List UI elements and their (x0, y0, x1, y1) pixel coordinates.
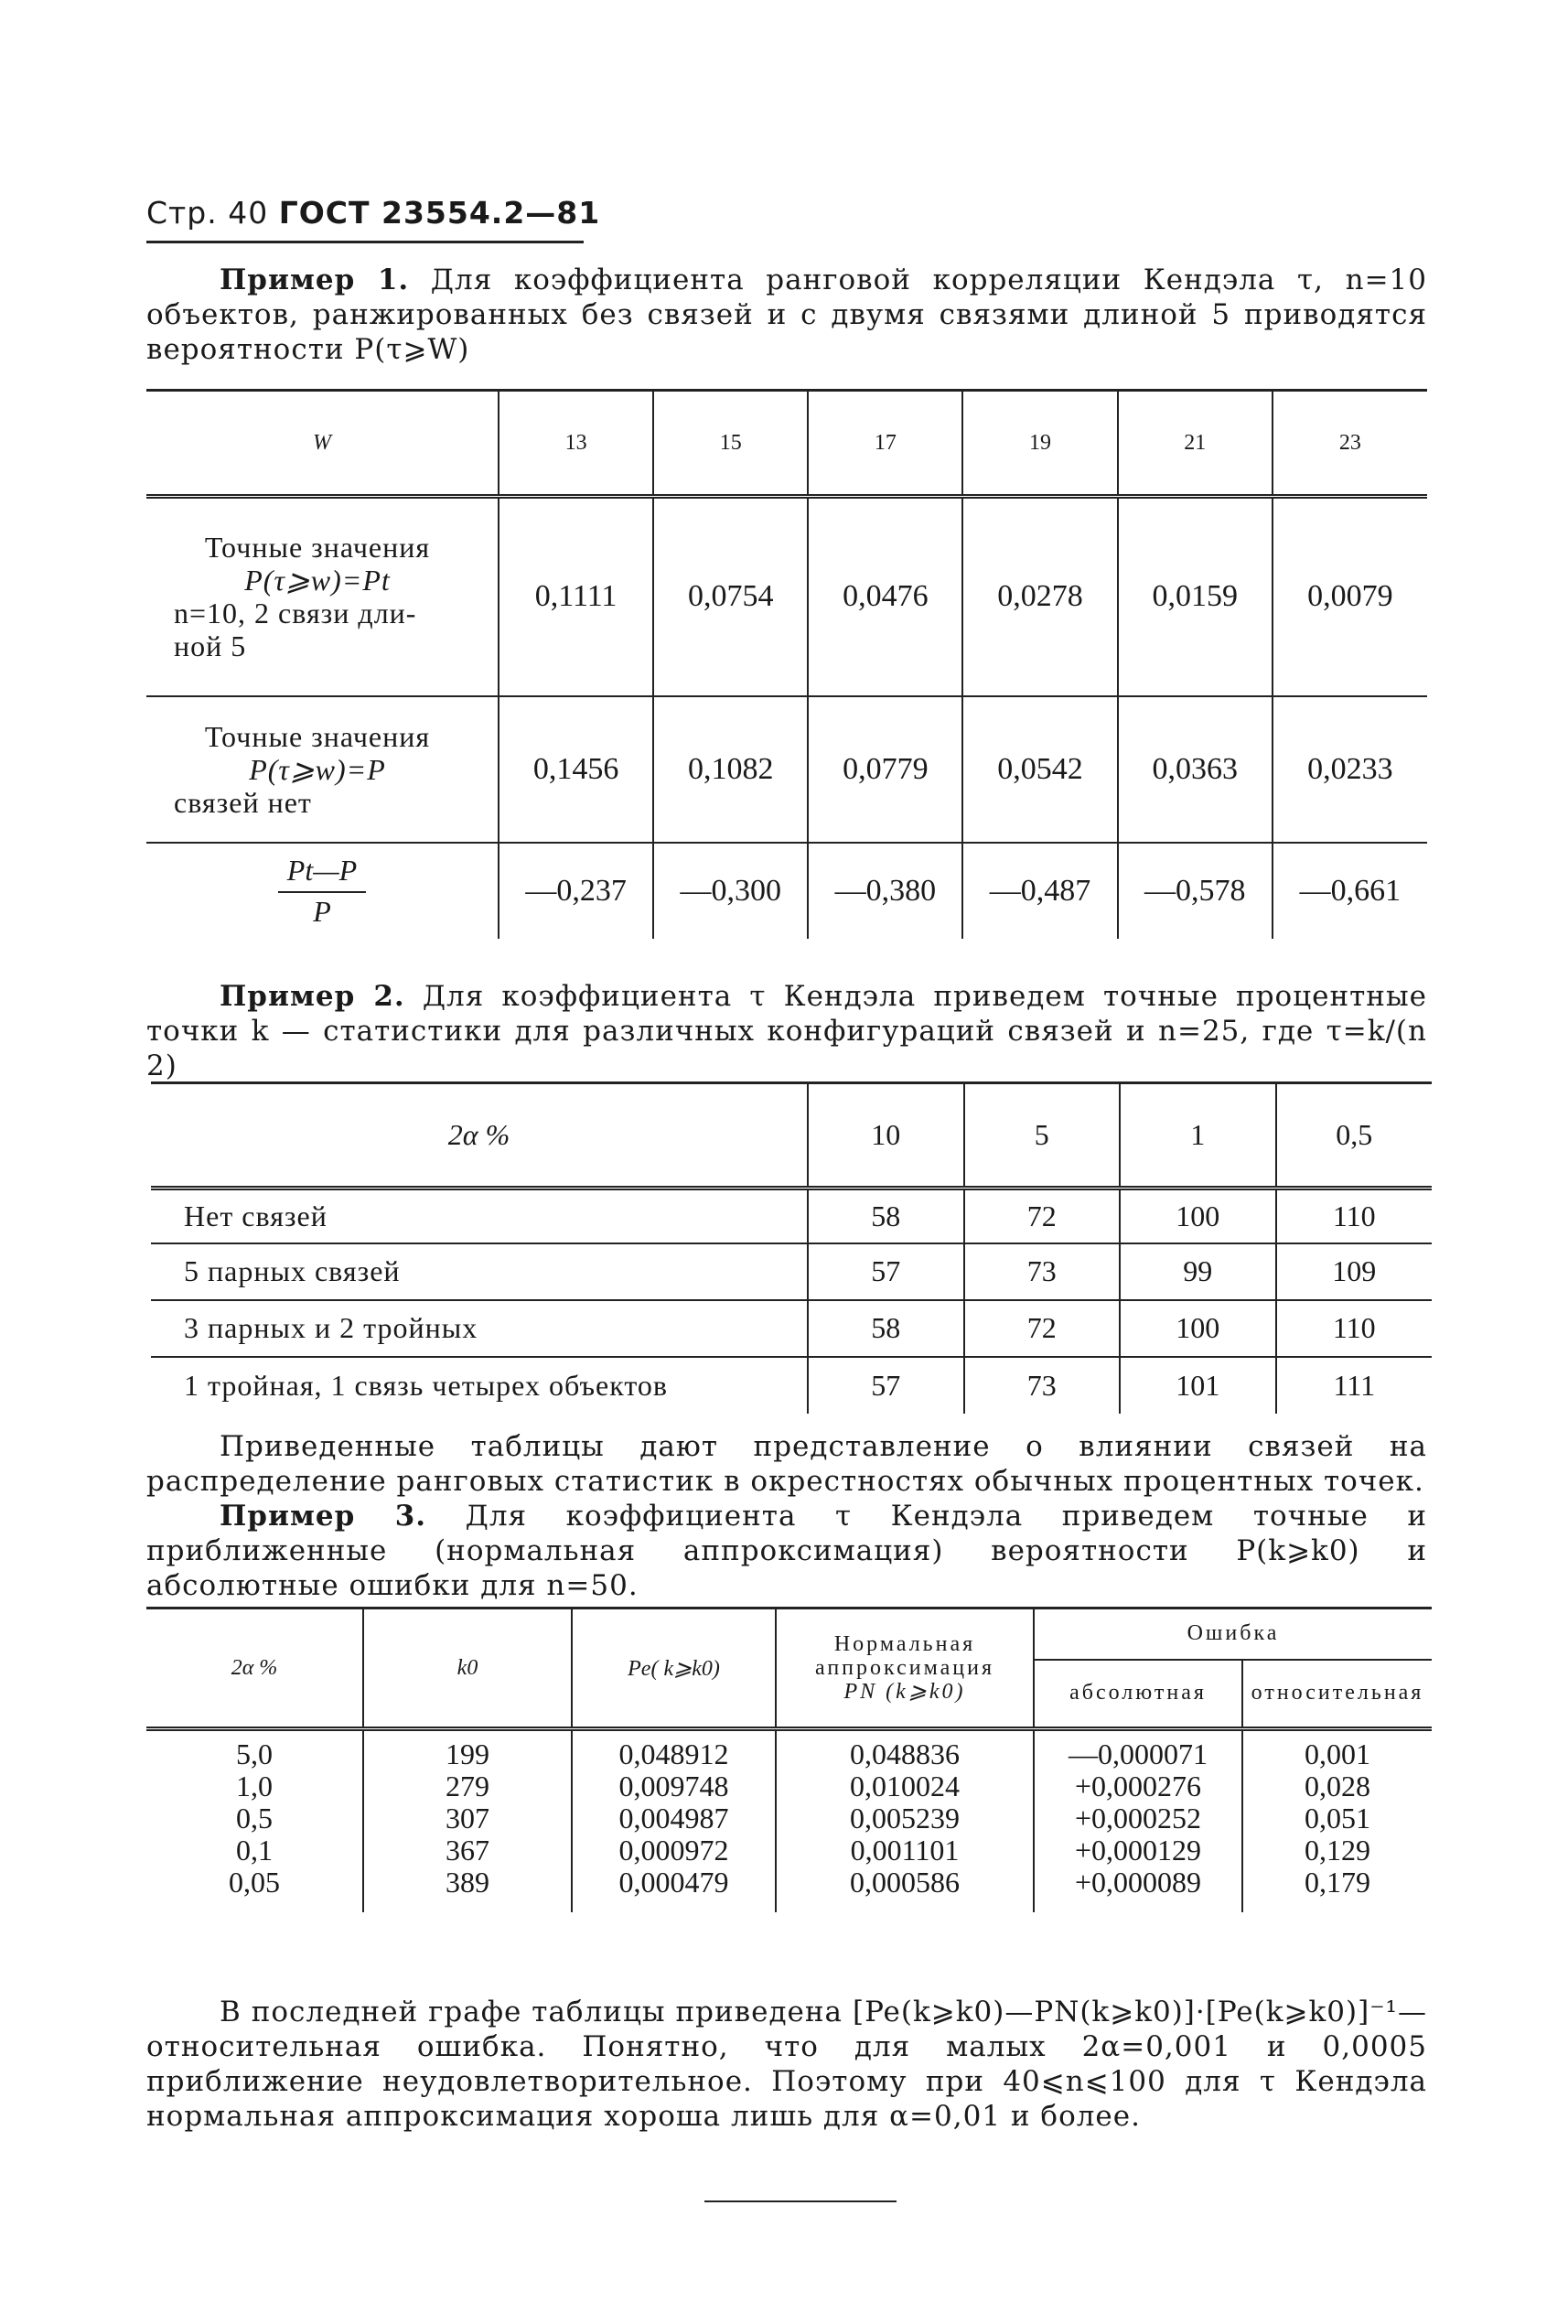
label-line: Точные значения (204, 719, 431, 753)
table3-header-error-group: Ошибка (1034, 1609, 1432, 1660)
table2-row (151, 1243, 1432, 1300)
table3-col-abs (1034, 1729, 1242, 1912)
table1-cell: 0,1082 (653, 696, 808, 843)
table2-cell: 73 (964, 1357, 1121, 1414)
table1-row-label (146, 696, 499, 843)
table3-cell: 0,129 (1305, 1834, 1370, 1867)
table3-header-abs: абсолютная (1034, 1660, 1242, 1729)
page-header (146, 195, 600, 231)
table2-cell: 111 (1276, 1357, 1433, 1414)
table1-col: 19 (962, 391, 1117, 497)
table2-header-label: 2α % (447, 1118, 510, 1151)
table2-cell: 58 (808, 1189, 964, 1243)
table1-row (146, 696, 1427, 843)
table3-cell: 0,000479 (618, 1866, 729, 1899)
table3-cell: 0,000972 (618, 1834, 729, 1867)
table2-col: 1 (1120, 1083, 1276, 1189)
table1-cell: —0,487 (962, 843, 1117, 939)
table3-cell: 0,001101 (850, 1834, 960, 1867)
table2-cell: 57 (808, 1243, 964, 1300)
table1-cell: —0,380 (808, 843, 962, 939)
example1-text: Для коэффициента ранговой корреляции Кендэла τ, n=10 объектов, ранжированных без связей и с двумя связями длиной 5 приводятся вероятности P(τ⩾W) (146, 264, 1427, 366)
label-line: связей нет (174, 785, 312, 819)
table3-cell: 0,004987 (618, 1802, 729, 1834)
table3-cell: —0,000071 (1069, 1738, 1208, 1770)
table1-cell: 0,0278 (962, 497, 1117, 696)
label-line: Точные значения (204, 531, 431, 565)
header-line: Нормальная (833, 1632, 976, 1656)
table2-row (151, 1189, 1432, 1243)
page-label: Стр. 40 (146, 195, 269, 231)
table3-cell: 199 (446, 1738, 489, 1770)
table1-cell: 0,0159 (1118, 497, 1273, 696)
table3-cell: 0,5 (236, 1802, 273, 1834)
header-line: PN (k⩾k0) (843, 1680, 966, 1704)
table3-cell: 279 (446, 1770, 489, 1802)
label-line: P(τ⩾w)=P (249, 752, 386, 786)
table3-cell: 0,010024 (850, 1770, 960, 1802)
table3-cell: 367 (446, 1834, 489, 1867)
table3-cell: 0,179 (1305, 1866, 1370, 1899)
table3-cell: 0,048836 (850, 1738, 960, 1770)
table3-header-alpha: 2α % (146, 1609, 363, 1729)
table2-cell: 57 (808, 1357, 964, 1414)
table3-header-row-top (146, 1609, 1432, 1660)
table2-cell: 100 (1120, 1300, 1276, 1357)
table1-row (146, 843, 1427, 939)
final-paragraph: В последней графе таблицы приведена [Pe(k⩾k0)—PN(k⩾k0)]·[Pe(k⩾k0)]⁻¹— относительная ошибка. Понятно, что для малых 2α=0,001 и 0,0005 приближение неудовлетворительное. Поэтому при 40⩽n⩽100 для τ Кендэла нормальная аппроксимация хороша лишь для α=0,01 и более. (146, 1996, 1427, 2133)
table2-cell: 99 (1120, 1243, 1276, 1300)
table2-cell: 73 (964, 1243, 1121, 1300)
table3-cell: +0,000129 (1074, 1834, 1202, 1867)
summary-paragraph: Приведенные таблицы дают представление о влиянии связей на распределение ранговых статистик в окрестностях обычных процентных точек. (146, 1430, 1427, 1498)
table1-cell: 0,1456 (499, 696, 653, 843)
table3-cell: 1,0 (236, 1770, 273, 1802)
table1-cell: 0,0476 (808, 497, 962, 696)
table-percent-points (151, 1081, 1432, 1414)
table3-cell: +0,000252 (1074, 1802, 1202, 1834)
example3-text: Для коэффициента τ Кендэла приведем точные и приближенные (нормальная аппроксимация) вероятности P(k⩾k0) и абсолютные ошибки для n=50. (146, 1500, 1427, 1602)
table-kendall-probabilities (146, 389, 1427, 939)
fraction-numerator: Pt—P (278, 854, 366, 893)
table1-row-label (146, 497, 499, 696)
header-line: аппроксимация (815, 1656, 994, 1680)
label-line: n=10, 2 связи дли- (174, 597, 417, 630)
example2-paragraph (146, 979, 1427, 1083)
table2-row-label: 5 парных связей (184, 1254, 401, 1287)
table1-col: 17 (808, 391, 962, 497)
table1-col: 23 (1273, 391, 1427, 497)
table2-cell: 72 (964, 1189, 1121, 1243)
table1-cell: —0,300 (653, 843, 808, 939)
example3-paragraph (146, 1499, 1427, 1603)
table2-col: 5 (964, 1083, 1121, 1189)
table3-header-k0: k0 (363, 1609, 572, 1729)
example1-paragraph (146, 263, 1427, 367)
table3-cell: 0,028 (1305, 1770, 1370, 1802)
table3-cell: 307 (446, 1802, 489, 1834)
table2-cell: 110 (1276, 1300, 1433, 1357)
table1-row (146, 497, 1427, 696)
table3-col-pe (572, 1729, 776, 1912)
table3-cell: 0,048912 (618, 1738, 729, 1770)
example2-text: Для коэффициента τ Кендэла приведем точные процентные точки k — статистики для различных конфигураций связей и n=25, где τ=k/(n 2) (146, 980, 1427, 1082)
header-rule (146, 241, 584, 243)
table1-header-label: W (313, 430, 331, 455)
table2-col: 0,5 (1276, 1083, 1433, 1189)
table2-cell: 101 (1120, 1357, 1276, 1414)
table3-cell: 0,000586 (850, 1866, 960, 1899)
example1-lead: Пример 1. (220, 264, 410, 296)
table3-cell: 5,0 (236, 1738, 273, 1770)
table2-col: 10 (808, 1083, 964, 1189)
table3-col-pn (776, 1729, 1034, 1912)
table3-header-rel: относительная (1242, 1660, 1432, 1729)
table2-header-row (151, 1083, 1432, 1189)
table3-cell: 0,051 (1305, 1802, 1370, 1834)
table2-cell: 58 (808, 1300, 964, 1357)
table3-col-alpha (146, 1729, 363, 1912)
table3-cell: +0,000276 (1074, 1770, 1202, 1802)
table2-row-label: 1 тройная, 1 связь четырех объектов (184, 1368, 668, 1402)
example3-lead: Пример 3. (220, 1500, 427, 1533)
table3-col-rel (1242, 1729, 1432, 1912)
closing-rule (704, 2200, 897, 2202)
table1-col: 15 (653, 391, 808, 497)
table2-cell: 109 (1276, 1243, 1433, 1300)
table1-cell: 0,0233 (1273, 696, 1427, 843)
table3-cell: 0,05 (229, 1866, 280, 1899)
table1-cell: 0,0079 (1273, 497, 1427, 696)
table3-cell: 0,001 (1305, 1738, 1370, 1770)
table1-cell: 0,0363 (1118, 696, 1273, 843)
table-approximation-errors (146, 1607, 1432, 1912)
label-line: ной 5 (174, 629, 247, 663)
example2-lead: Пример 2. (220, 980, 405, 1013)
table1-col: 21 (1118, 391, 1273, 497)
table3-header-pe: Pe( k⩾k0) (572, 1609, 776, 1729)
table1-cell: —0,237 (499, 843, 653, 939)
table1-cell: 0,0542 (962, 696, 1117, 843)
table3-cell: 0,1 (236, 1834, 273, 1867)
table2-cell: 72 (964, 1300, 1121, 1357)
table1-cell: —0,661 (1273, 843, 1427, 939)
table3-body-row (146, 1729, 1432, 1912)
table2-row-label: 3 парных и 2 тройных (184, 1311, 478, 1344)
table3-cell: +0,000089 (1074, 1866, 1202, 1899)
table1-col: 13 (499, 391, 653, 497)
table1-cell: 0,0779 (808, 696, 962, 843)
table1-cell: —0,578 (1118, 843, 1273, 939)
table3-cell: 0,009748 (618, 1770, 729, 1802)
table2-row (151, 1357, 1432, 1414)
fraction-denominator: P (313, 894, 331, 928)
relative-difference-fraction (278, 854, 366, 929)
table3-col-k0 (363, 1729, 572, 1912)
table2-cell: 110 (1276, 1189, 1433, 1243)
table2-cell: 100 (1120, 1189, 1276, 1243)
table2-row-label: Нет связей (184, 1199, 328, 1232)
table3-cell: 0,005239 (850, 1802, 960, 1834)
label-line: P(τ⩾w)=Pt (244, 564, 391, 597)
table2-row (151, 1300, 1432, 1357)
standard-number: ГОСТ 23554.2—81 (278, 195, 601, 231)
table3-cell: 389 (446, 1866, 489, 1899)
table1-cell: 0,1111 (499, 497, 653, 696)
table1-row-label (146, 843, 499, 939)
table3-header-pn (776, 1609, 1034, 1729)
table1-cell: 0,0754 (653, 497, 808, 696)
table1-header-row (146, 391, 1427, 497)
